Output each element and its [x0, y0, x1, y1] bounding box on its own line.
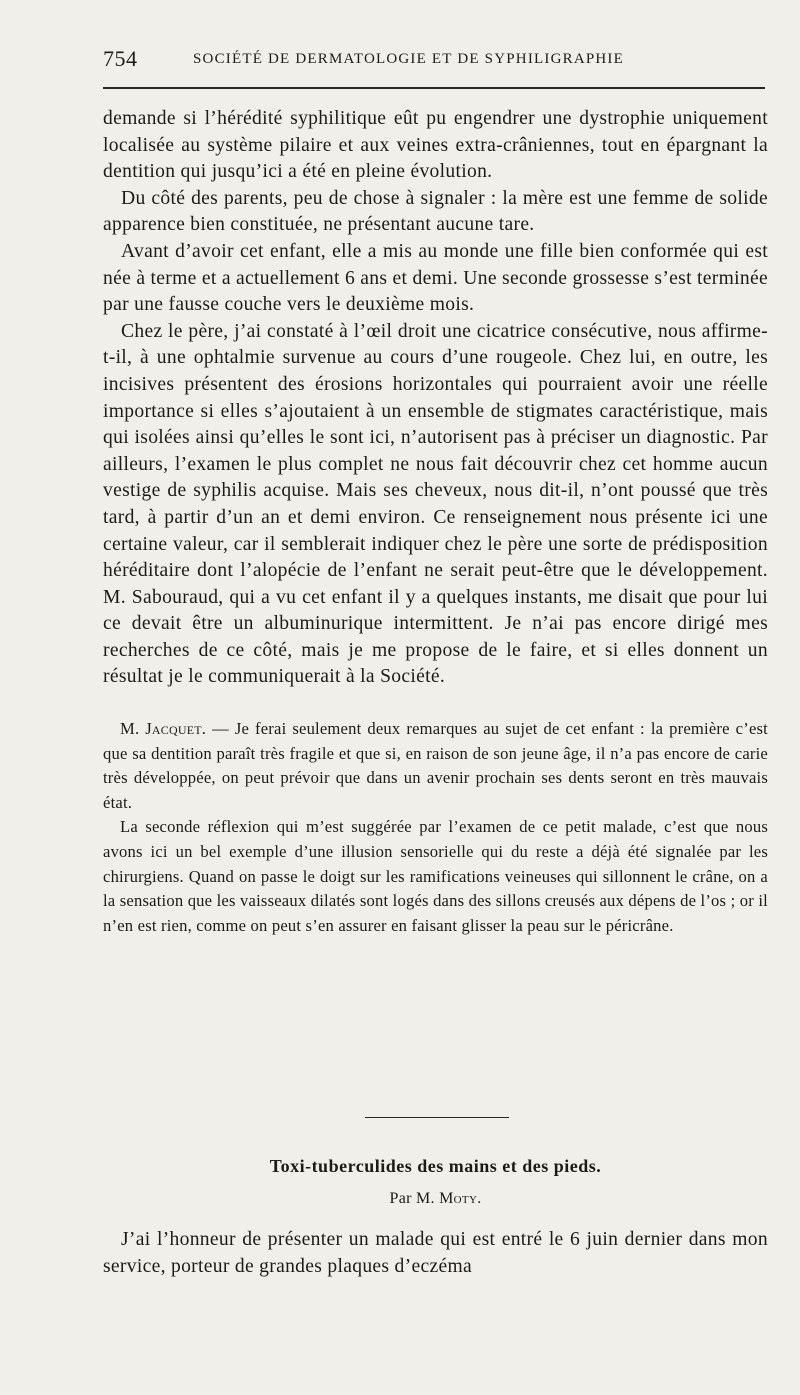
section-author [103, 1190, 768, 1208]
author-prefix: Par M. [389, 1190, 440, 1207]
discussion-paragraph [103, 717, 768, 815]
case-report [103, 106, 768, 691]
discussion [103, 717, 768, 938]
main-text [103, 106, 768, 938]
section-title: Toxi-tuberculides des mains et des pieds. [269, 1156, 602, 1176]
paragraph: J’ai l’honneur de présenter un malade qui est entré le 6 juin dernier dans mon service, porteur de grandes plaques d’eczéma [103, 1229, 768, 1277]
author-name: Moty. [439, 1190, 482, 1207]
page-header [103, 46, 765, 76]
paragraph: Du côté des parents, peu de chose à signaler : la mère est une femme de solide apparence bien constituée, ne présentant aucune tare. [103, 187, 768, 236]
running-head: SOCIÉTÉ DE DERMATOLOGIE ET DE SYPHILIGRAPHIE [193, 51, 624, 67]
header-rule [103, 87, 765, 89]
speaker-name: M. Jacquet. [120, 719, 207, 739]
page-number: 754 [103, 46, 138, 71]
discussion-text: — Je ferai seulement deux remarques au sujet de cet enfant : la première c’est que sa dentition paraît très fragile et que si, en raison de son jeune âge, il n’a pas encore de carie très développée, on peut prévoir que dans un avenir prochain ses dents seront en très mauvais état. [103, 719, 768, 812]
discussion-paragraph: La seconde réflexion qui m’est suggérée par l’examen de ce petit malade, c’est que nous avons ici un bel exemple d’une illusion sensorielle qui du reste a déjà été signalée par les chirurgiens. Quand on passe le doigt sur les ramifications veineuses qui sillonnent le crâne, on a la sensation que les vaisseaux dilatés sont logés dans des sillons creusés aux dépens de l’os ; or il n’en est rien, comme on peut s’en assurer en faisant glisser la peau sur le péricrâne. [103, 817, 768, 935]
paragraph: Chez le père, j’ai constaté à l’œil droit une cicatrice consécutive, nous affirme-t-il, à une ophtalmie survenue au cours d’une rougeole. Chez lui, en outre, les incisives présentent des érosions horizontales qui pourraient avoir une réelle importance si elles s’ajoutaient à un ensemble de stigmates caractéristique, mais qui isolées ainsi qu’elles le sont ici, n’autorisent pas à préciser un diagnostic. Par ailleurs, l’examen le plus complet ne nous fait découvrir chez cet homme aucun vestige de syphilis acquise. Mais ses cheveux, nous dit-il, n’ont poussé que très tard, à partir d’un an et demi environ. Ce renseignement nous présente ici une certaine valeur, car il semblerait indiquer chez le père une sorte de prédisposition héréditaire dont l’alopécie de l’enfant ne serait peut-être que le développement. M. Sabouraud, qui a vu cet enfant il y a quelques instants, me disait que pour lui ce devait être un albuminurique intermittent. Je n’ai pas encore dirigé mes recherches de ce côté, mais je me propose de le faire, et si elles donnent un résultat je le communiquerait à la Société. [103, 320, 768, 688]
section-divider [365, 1117, 509, 1118]
section-body [103, 1227, 768, 1280]
paragraph: Avant d’avoir cet enfant, elle a mis au monde une fille bien conformée qui est née à terme et a actuellement 6 ans et demi. Une seconde grossesse s’est terminée par une fausse couche vers le deuxième mois. [103, 240, 768, 316]
paragraph: demande si l’hérédité syphilitique eût pu engendrer une dystrophie uniquement localisée au système pilaire et aux veines extra-crâniennes, tout en épargnant la dentition qui jusqu’ici a été en pleine évolution. [103, 108, 768, 183]
